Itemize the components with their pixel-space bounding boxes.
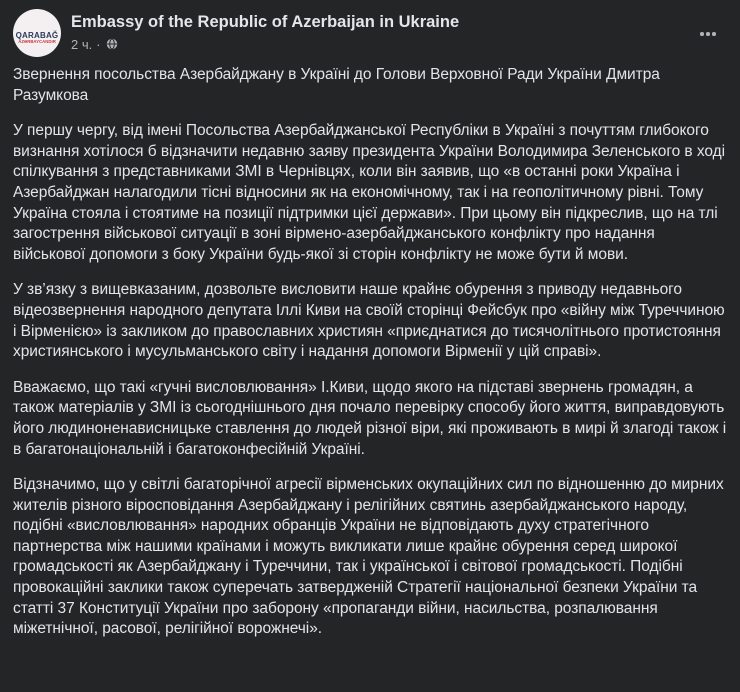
post-paragraph: Звернення посольства Азербайджану в Україні до Голови Верховної Ради України Дмитра Разумкова bbox=[13, 66, 660, 104]
post-paragraph: У першу чергу, від імені Посольства Азербайджанської Республіки в Україні з почуттям глибокого визнання хотілося б відзначити недавню заяву президента України Володимира Зеленського в ході спілкування з представниками ЗМІ в Чернівцях, коли він заявив, що «в останні роки Україна і Азербайджан налагодили тісні відносини як на економічному, так і на геополітичному рівні. Тому Україна стояла і стоятиме на позиції підтримки цієї держави». При цьому він підкреслив, що на тлі загострення військової ситуації в зоні вірмено-азербайджанського конфлікту про надання військової допомоги з боку України будь-якої зі сторін конфлікту не може бути й мови. bbox=[13, 122, 726, 263]
post-options-button[interactable] bbox=[692, 23, 724, 45]
post-paragraph: У зв’язку з вищевказаним, дозвольте висловити наше крайнє обурення з приводу недавнього відеозвернення народного депутата Іллі Киви на своїй сторінці Фейсбук про «війну між Туреччиною і Вірменією» із закликом до православних християн «приєднатися до тисячолітнього протистояння християнського і мусульманського світу і надання допомоги Вірменії у цій справі». bbox=[13, 281, 725, 361]
post-paragraph: Відзначимо, що у світлі багаторічної агресії вірменських окупаційних сил по відношенню до мирних жителів різного віросповідання Азербайджану і релігійних святинь азербайджанського народу, подібні «висловлювання» народних обранців України не відповідають духу стратегічного партнерства між нашими країнами і можуть викликати лише крайнє обурення серед широкої громадськості як Азербайджану і Туреччини, так і української і світової громадськості. Подібні провокаційні заклики також суперечать затвердженій Стратегії національної безпеки України та статті 37 Конституції України про заборону «пропаганди війни, насильства, розпалювання міжетнічної, расової, релігійної ворожнечі». bbox=[13, 476, 724, 638]
avatar-logo-text-bottom: AZƏRBAYCANDIR bbox=[18, 39, 56, 44]
globe-public-icon bbox=[106, 38, 118, 50]
post-header bbox=[0, 0, 740, 61]
post-timestamp[interactable]: 2 ч. bbox=[71, 36, 93, 52]
header-text-block bbox=[71, 9, 692, 52]
post-paragraph: Вважаємо, що такі «гучні висловлювання» І.Киви, щодо якого на підставі звернень громадян, а також матеріалів у ЗМІ із сьогоднішнього дня почало перевірку способу його життя, виправдовують його людиноненависницьке ставлення до людей різної віри, які проживають в мирі й злагоді також і в багатонаціональній і багатоконфесійній Україні. bbox=[13, 378, 727, 458]
ellipsis-icon bbox=[700, 32, 716, 36]
page-name-link[interactable]: Embassy of the Republic of Azerbaijan in Ukraine bbox=[71, 13, 460, 31]
post-meta bbox=[71, 37, 692, 52]
meta-separator: · bbox=[96, 36, 101, 52]
avatar-logo-text-top: QARABAĞ bbox=[15, 30, 59, 40]
page-avatar[interactable] bbox=[13, 9, 61, 57]
post-body bbox=[0, 61, 740, 656]
